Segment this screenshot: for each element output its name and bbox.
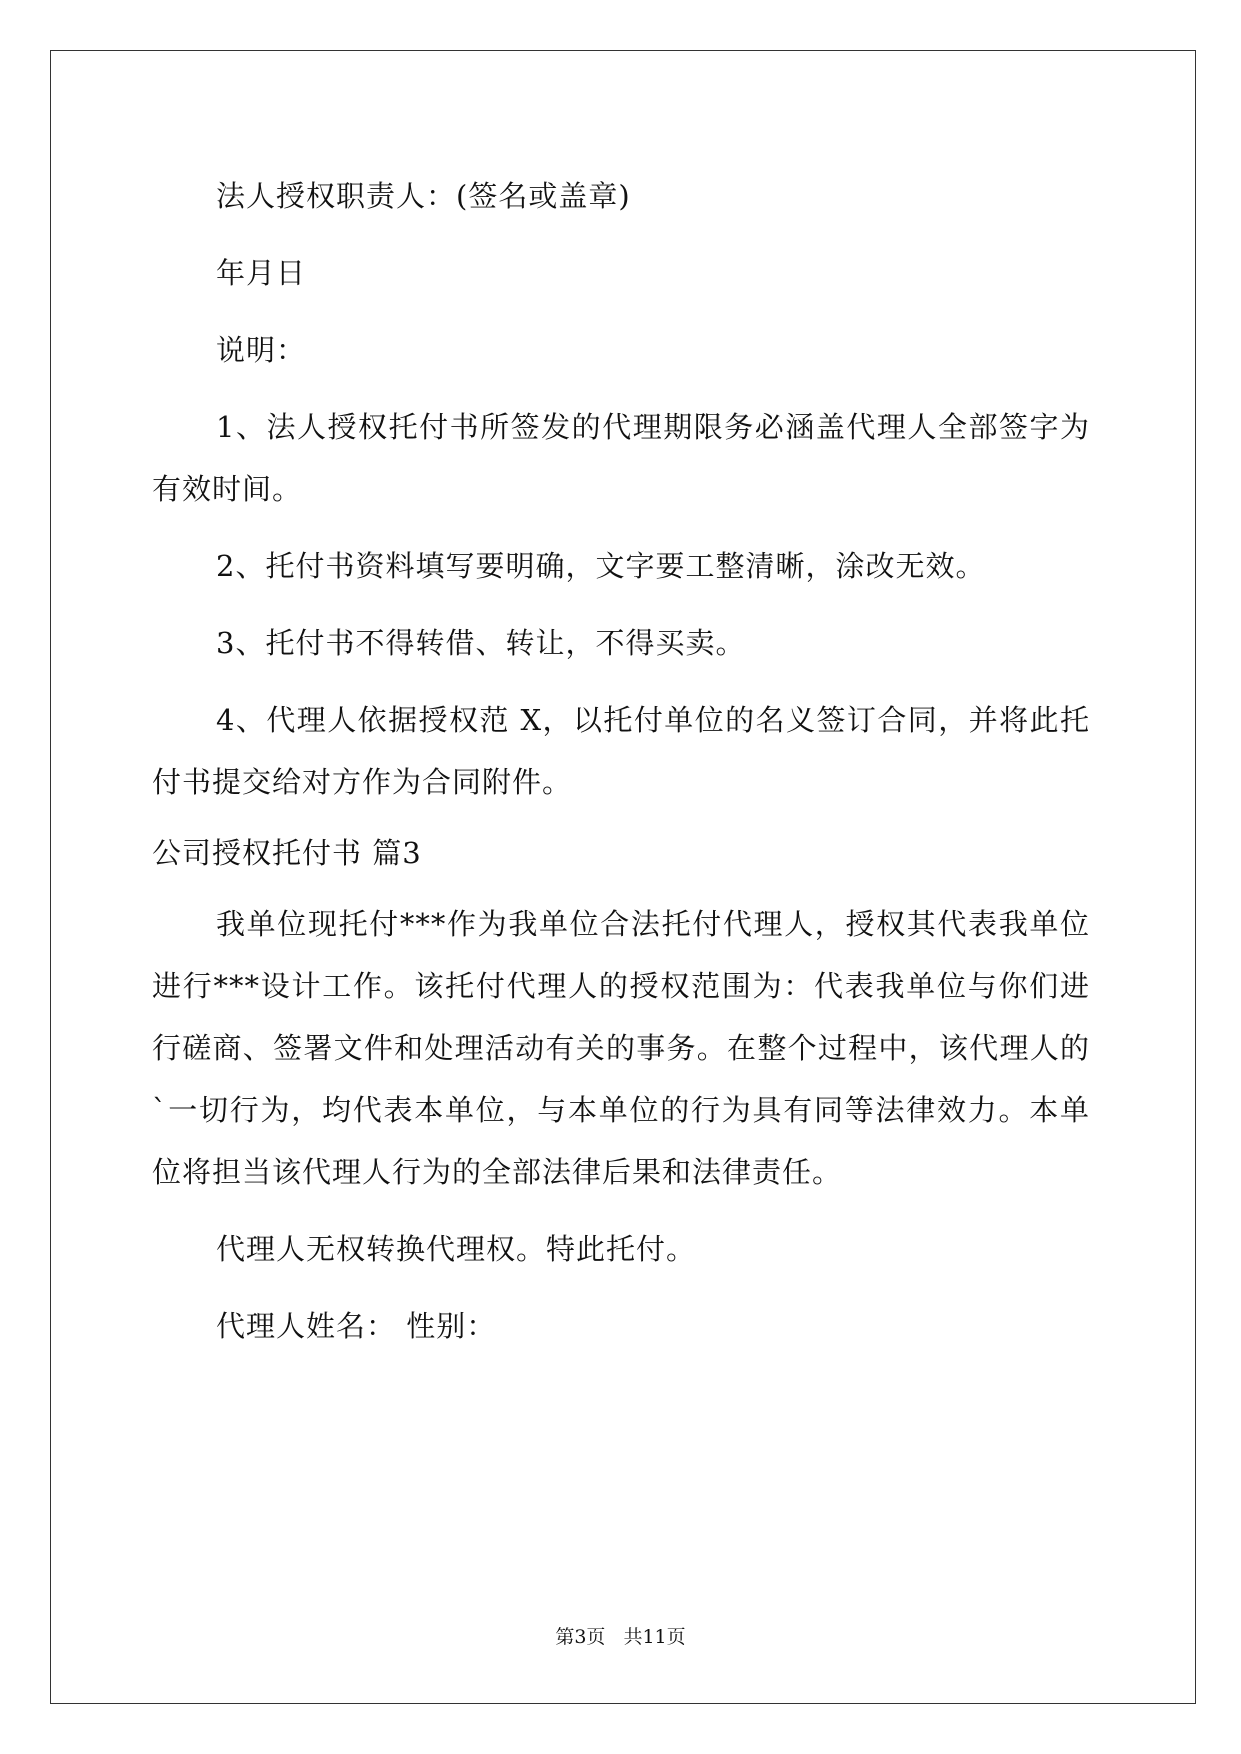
notes-title: 说明： <box>216 333 307 367</box>
note-item-3: 3、托付书不得转借、转让，不得买卖。 <box>216 626 746 660</box>
page-footer <box>0 1622 1241 1649</box>
agent-info-line: 代理人姓名： 性别： <box>216 1309 497 1343</box>
note-item-1: 1、法人授权托付书所签发的代理期限务必涵盖代理人全部签字为有效时间。 <box>152 410 1090 506</box>
section-paragraph-2: 代理人无权转换代理权。特此托付。 <box>216 1232 697 1266</box>
section-paragraph-1: 我单位现托付***作为我单位合法托付代理人，授权其代表我单位进行***设计工作。该托付代理人的授权范围为：代表我单位与你们进行磋商、签署文件和处理活动有关的事务。在整个过程中，该代理人的`一切行为，均代表本单位，与本单位的行为具有同等法律效力。本单位将担当该代理人行为的全部法律后果和法律责任。 <box>152 907 1090 1189</box>
note-item-4: 4、代理人依据授权范 X，以托付单位的名义签订合同，并将此托付书提交给对方作为合同附件。 <box>152 703 1090 799</box>
page-number: 第3页 <box>555 1626 606 1648</box>
signature-line: 法人授权职责人：(签名或盖章) <box>216 179 631 213</box>
page-total: 共11页 <box>623 1626 686 1648</box>
note-item-2: 2、托付书资料填写要明确，文字要工整清晰，涂改无效。 <box>216 549 986 583</box>
date-line: 年月日 <box>216 256 307 290</box>
section-heading: 公司授权托付书 篇3 <box>152 836 422 870</box>
document-body <box>152 165 1090 1372</box>
